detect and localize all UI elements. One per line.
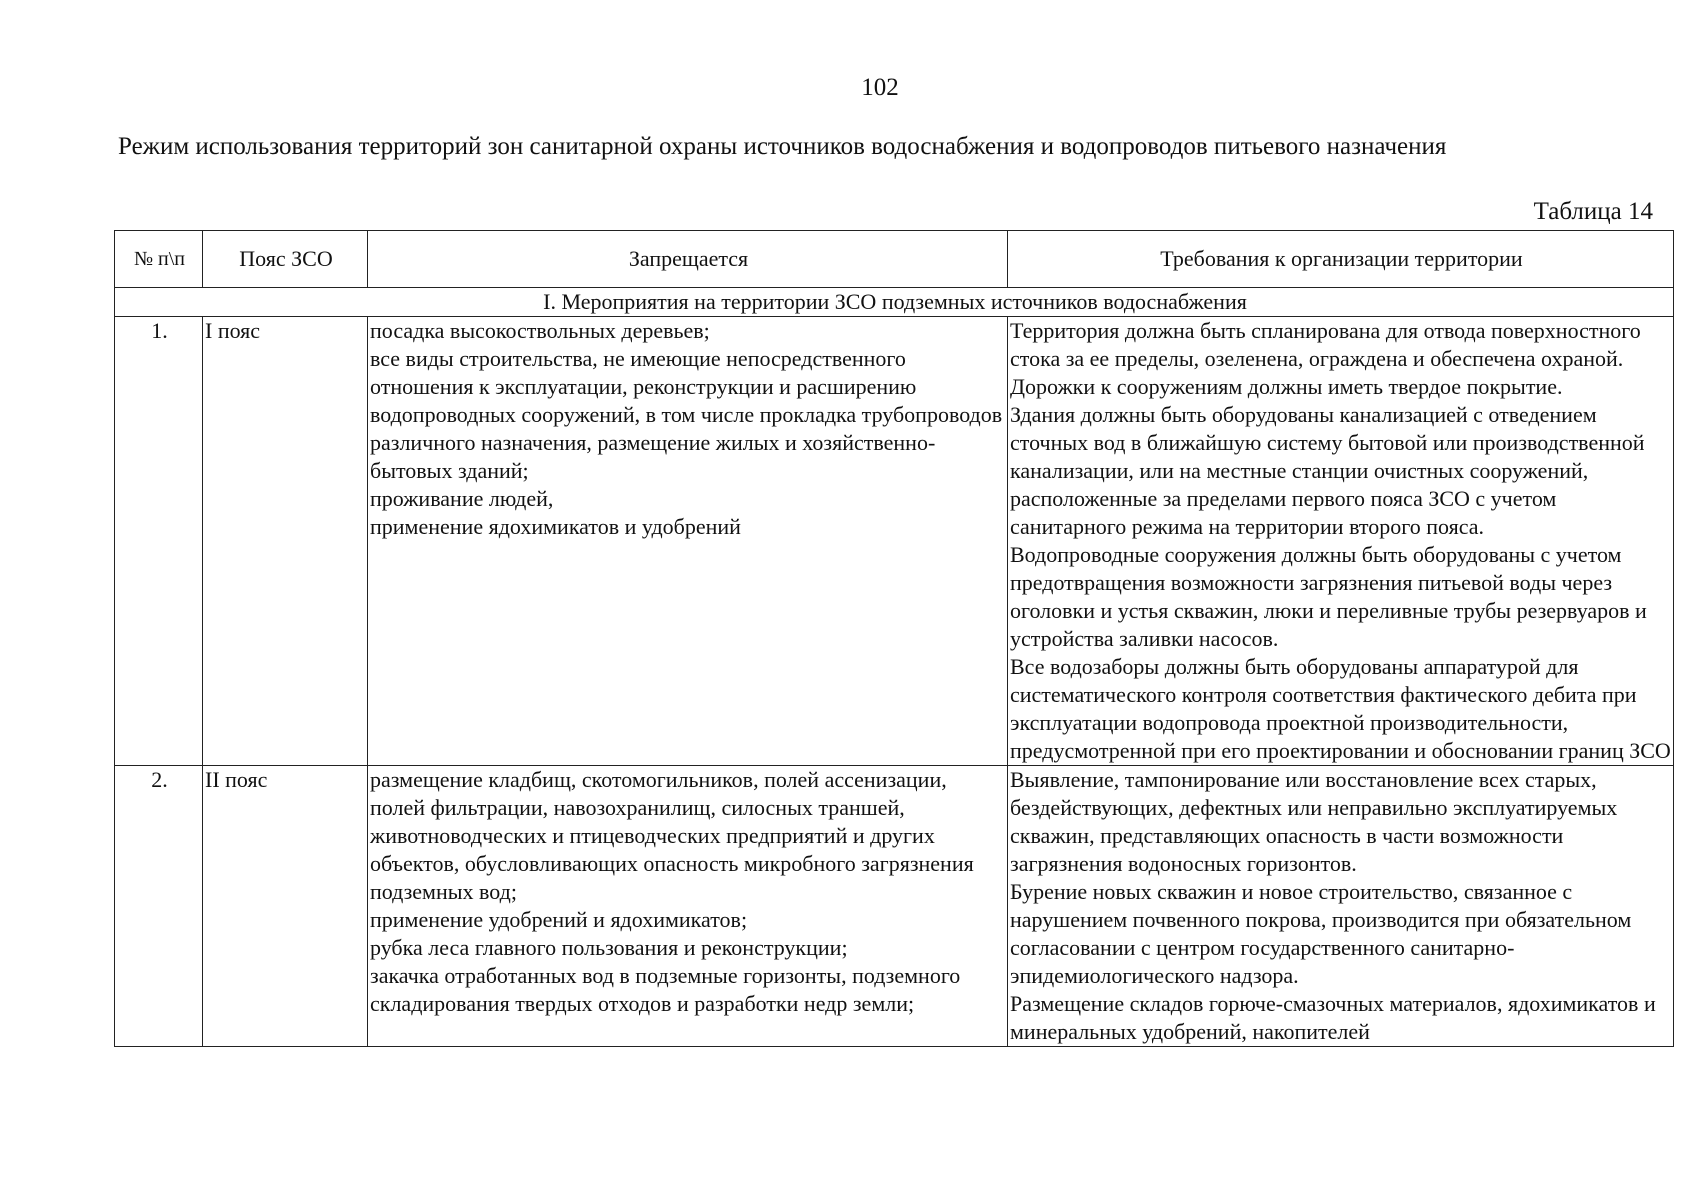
header-requirements: Требования к организации территории	[1008, 231, 1674, 288]
table-header-row	[115, 231, 1674, 288]
zso-regime-table	[114, 230, 1674, 1047]
row-prohibited: посадка высокоствольных деревьев; все виды строительства, не имеющие непосредственного отношения к эксплуатации, реконструкции и расширению водопроводных сооружений, в том числе прокладка трубопроводов различного назначения, размещение жилых и хозяйственно-бытовых зданий; проживание людей, применение ядохимикатов и удобрений	[368, 317, 1008, 766]
section-heading: I. Мероприятия на территории ЗСО подземных источников водоснабжения	[115, 288, 1674, 317]
header-zone: Пояс ЗСО	[203, 231, 368, 288]
section-heading-row	[115, 288, 1674, 317]
document-title: Режим использования территорий зон санитарной охраны источников водоснабжения и водопроводов питьевого назначения	[118, 133, 1447, 160]
row-zone: II пояс	[203, 766, 368, 1047]
table-row	[115, 317, 1674, 766]
header-prohibited: Запрещается	[368, 231, 1008, 288]
row-zone: I пояс	[203, 317, 368, 766]
row-requirements: Выявление, тампонирование или восстановление всех старых, бездействующих, дефектных или неправильно эксплуатируемых скважин, представляющих опасность в части возможности загрязнения водоносных горизонтов. Бурение новых скважин и новое строительство, связанное с нарушением почвенного покрова, производится при обязательном согласовании с центром государственного санитарно-эпидемиологического надзора. Размещение складов горюче-смазочных материалов, ядохимикатов и минеральных удобрений, накопителей	[1008, 766, 1674, 1047]
row-requirements: Территория должна быть спланирована для отвода поверхностного стока за ее пределы, озеленена, ограждена и обеспечена охраной. Дорожки к сооружениям должны иметь твердое покрытие. Здания должны быть оборудованы канализацией с отведением сточных вод в ближайшую систему бытовой или производственной канализации, или на местные станции очистных сооружений, расположенные за пределами первого пояса ЗСО с учетом санитарного режима на территории второго пояса. Водопроводные сооружения должны быть оборудованы с учетом предотвращения возможности загрязнения питьевой воды через оголовки и устья скважин, люки и переливные трубы резервуаров и устройства заливки насосов. Все водозаборы должны быть оборудованы аппаратурой для систематического контроля соответствия фактического дебита при эксплуатации водопровода проектной производительности, предусмотренной при его проектировании и обосновании границ ЗСО	[1008, 317, 1674, 766]
row-prohibited: размещение кладбищ, скотомогильников, полей ассенизации, полей фильтрации, навозохранилищ, силосных траншей, животноводческих и птицеводческих предприятий и других объектов, обусловливающих опасность микробного загрязнения подземных вод; применение удобрений и ядохимикатов; рубка леса главного пользования и реконструкции; закачка отработанных вод в подземные горизонты, подземного складирования твердых отходов и разработки недр земли;	[368, 766, 1008, 1047]
page-number: 102	[861, 74, 899, 101]
table-label: Таблица 14	[1533, 198, 1653, 225]
table-row	[115, 766, 1674, 1047]
row-num: 2.	[115, 766, 203, 1047]
row-num: 1.	[115, 317, 203, 766]
header-num: № п\п	[115, 231, 203, 288]
